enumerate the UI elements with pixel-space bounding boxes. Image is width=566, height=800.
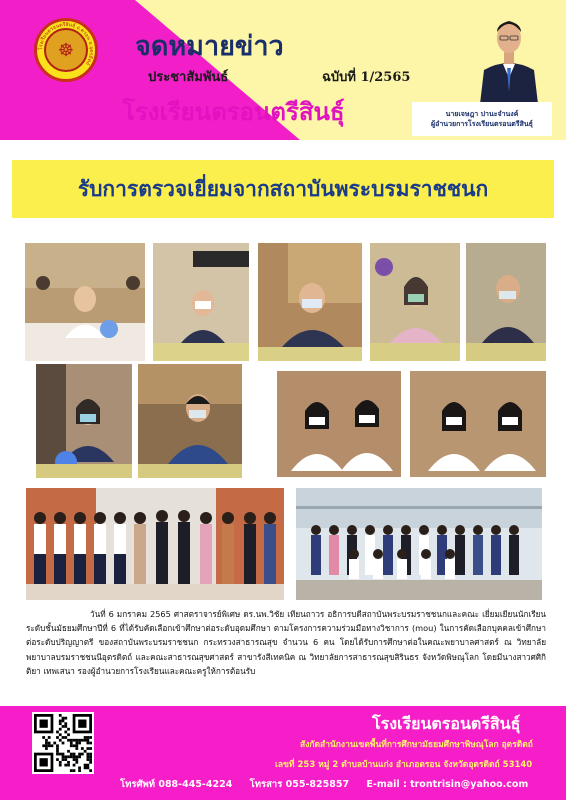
footer-contact xyxy=(120,777,542,792)
qr-code[interactable] xyxy=(32,712,94,774)
headline: รับการตรวจเยี่ยมจากสถาบันพระบรมราชชนก xyxy=(77,175,489,201)
footer-phone: โทรศัพท์ 088-445-4224 xyxy=(120,779,233,790)
photo-student-boy xyxy=(138,364,242,478)
svg-text:โรงเรียนตรอนตรีสินธุ์ อ.ตรอน จ: โรงเรียนตรอนตรีสินธุ์ อ.ตรอน จ.อุตรดิตถ์ xyxy=(37,21,95,66)
director-title: ผู้อำนวยการโรงเรียนตรอนตรีสินธุ์ xyxy=(431,120,533,128)
newsletter-subtitle: ประชาสัมพันธ์ xyxy=(148,70,229,85)
director-photo xyxy=(476,8,542,104)
photo-meeting-1 xyxy=(25,243,145,361)
photo-meeting-2 xyxy=(153,243,249,361)
director-name: นายเจษฎา ปานะจำนงค์ xyxy=(445,110,519,118)
photo-group-indoor xyxy=(26,488,284,600)
photo-meeting-3 xyxy=(258,243,362,361)
crest-icon: ☸ xyxy=(44,28,88,72)
photo-teacher xyxy=(36,364,132,478)
logo-ring-text xyxy=(34,18,98,82)
footer-agency: สังกัดสำนักงานเขตพื้นที่การศึกษามัธยมศึกษาพิษณุโลก อุตรดิตถ์ xyxy=(300,740,533,750)
photo-students-girls xyxy=(277,371,401,477)
footer-school-name: โรงเรียนตรอนตรีสินธุ์ xyxy=(372,714,521,733)
news-paragraph: วันที่ 6 มกราคม 2565 ศาสตราจารย์พิเศษ ดร.นพ.วิชัย เทียนถาวร อธิการบดีสถาบันพระบรมราชชนกและคณะ เยี่ยมเยียนนักเรียนระดับชั้นมัธยมศึกษาปีที่ 6 ที่ได้รับคัดเลือกเข้าศึกษาต่อระดับอุดมศึกษา ตามโครงการความร่วมมือทางวิชาการ (mou) ในการคัดเลือกบุคคลเข้าศึกษาต่อระดับปริญญาตรี ของสถาบันพระบรมราชชนก กระทรวงสาธารณสุข จำนวน 6 คน โดยได้รับการศึกษาต่อในคณะพยาบาลศาสตร์ ณ วิทยาลัยพยาบาลบรมราชชนนีอุตรดิตถ์ และคณะสาธารณสุขศาสตร์ สาขารังสีเทคนิค ณ วิทยาลัยการสาธารณสุขสิรินธร จังหวัดพิษณุโลก โดยมีนางสาวศศิกิติยา เทพเสนา รองผู้อำนวยการโรงเรียนและคณะครูให้การต้อนรับ xyxy=(26,609,546,676)
footer-address: เลขที่ 253 หมู่ 2 ตำบลบ้านแก่ง อำเภอตรอน จังหวัดอุตรดิตถ์ 53140 xyxy=(275,760,533,770)
issue-number: ฉบับที่ 1/2565 xyxy=(322,70,411,85)
photo-students-girls-2 xyxy=(410,371,546,477)
footer-email[interactable]: E-mail : trontrisin@yahoo.com xyxy=(366,779,529,790)
photo-meeting-4 xyxy=(370,243,460,361)
headline-banner xyxy=(12,160,554,218)
footer-fax: โทรสาร 055-825857 xyxy=(249,779,350,790)
photo-meeting-5 xyxy=(466,243,546,361)
school-name: โรงเรียนตรอนตรีสินธุ์ xyxy=(122,97,345,126)
newsletter-title: จดหมายข่าว xyxy=(135,31,284,62)
photo-group-outdoor xyxy=(296,488,542,600)
director-caption xyxy=(412,102,552,136)
news-body xyxy=(26,607,546,678)
